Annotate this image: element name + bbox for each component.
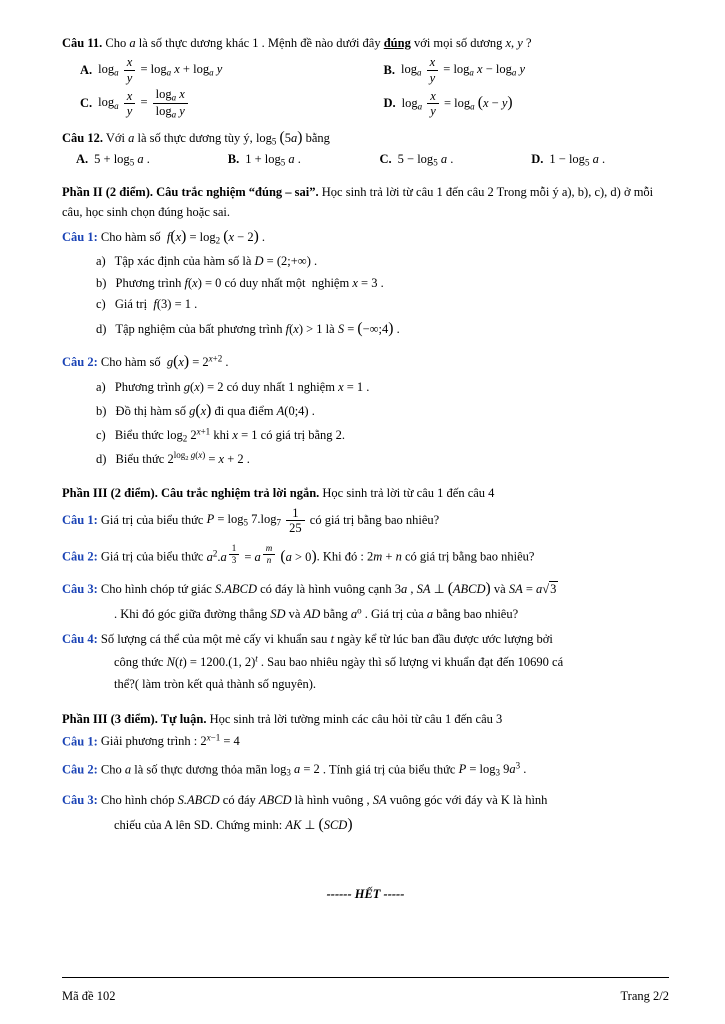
part2-cau2-item-c	[96, 426, 669, 447]
option-B-formula: $\log_a$ $\frac{x}{y}$ = $\log_a x - \log_a y$	[400, 55, 526, 85]
part2-cau1-function: $f(x) = \log_2 (x - 2)$ .	[166, 227, 266, 246]
part3-cau2	[62, 543, 669, 569]
option-C[interactable]	[62, 87, 366, 120]
part-2-heading	[62, 182, 669, 222]
part2-cau1-item-c	[96, 295, 669, 314]
part3-cau3-text-3: ,	[407, 582, 417, 597]
part3b-cau1-label: Câu 1:	[62, 734, 98, 749]
item-label: b)	[96, 404, 107, 419]
part2-cau2-stem	[62, 350, 669, 374]
part3b-cau3	[62, 791, 669, 810]
part3-cau2-expression-2: 2m + n	[367, 549, 402, 564]
option-B[interactable]	[214, 152, 366, 168]
part3b-cau2-var-a: a	[124, 762, 132, 777]
item-text: Biểu thức $2^{log_2 g(x)} = x + 2$ .	[115, 450, 250, 466]
item-text: Tập xác định của hàm số là D = (2;+∞) .	[114, 253, 318, 268]
item-label: a)	[96, 379, 106, 394]
part3-cau3-expr-3: SA = a√3	[508, 582, 557, 597]
item-text: Giá trị f(3) = 1 .	[114, 297, 198, 312]
item-label: b)	[96, 275, 107, 290]
part3-cau3-solid: S.ABCD	[214, 582, 257, 597]
part3b-cau2-text-1: Cho	[100, 762, 125, 777]
part3b-cau3-text-4: vuông góc với đáy và K là hình	[386, 792, 548, 807]
item-text: Biểu thức $\log_2 2^{x+1}$ khi x = 1 có giá trị bằng 2.	[114, 426, 346, 444]
part3b-cau3-expr-1: S.ABCD	[177, 792, 220, 807]
part3b-cau3-line2	[62, 813, 669, 837]
part3b-cau2-expr-2: $P = \log_3 9a^3$ .	[458, 760, 527, 778]
part-3b-heading-bold: Phần III (3 điểm). Tự luận.	[62, 711, 207, 726]
option-C-label: C.	[379, 152, 392, 167]
part3-cau4-line2-text: công thức N(t) = 1200.(1, 2)$^t$ . Sau bao nhiêu ngày thì số lượng vi khuẩn đạt đến 10690 cá	[114, 653, 564, 669]
part2-cau2-item-b	[96, 399, 669, 422]
option-A-formula: $\log_a$ $\frac{x}{y}$ = $\log_a x + \log_a y$	[98, 55, 223, 85]
option-D[interactable]	[517, 152, 669, 168]
part3b-cau2-label: Câu 2:	[62, 762, 98, 777]
part3b-cau3-text-2: có đáy	[219, 792, 259, 807]
part3-cau3-label: Câu 3:	[62, 582, 98, 597]
part3b-cau2-text-3: . Tính giá trị của biểu thức	[319, 762, 459, 777]
end-marker-text: ------ HẾT -----	[326, 887, 405, 902]
question-11-text-4: ?	[522, 36, 532, 50]
question-12-options-row	[62, 152, 669, 168]
item-text: Đồ thị hàm số g(x) đi qua điểm A(0;4) .	[115, 402, 315, 420]
part-3-heading-bold: Phần III (2 điểm). Câu trắc nghiệm trả lời ngắn.	[62, 485, 320, 500]
part3-cau3-line2	[62, 604, 669, 624]
end-marker	[62, 885, 669, 904]
part-3-heading-rest: Học sinh trả lời từ câu 1 đến câu 4	[319, 485, 495, 500]
part3-cau4-line2	[62, 653, 669, 673]
part3-cau4	[62, 630, 669, 649]
item-text: Phương trình g(x) = 2 có duy nhất 1 nghiệm x = 1 .	[114, 379, 370, 394]
part3-cau3-expr-1: 3a	[394, 582, 408, 597]
part3-cau1-text-2: có giá trị bằng bao nhiêu?	[306, 512, 440, 527]
part3-cau1-text-1: Giá trị của biểu thức	[100, 512, 207, 527]
item-label: c)	[96, 297, 106, 312]
part-3b-heading	[62, 709, 669, 729]
part3-cau3-text-1: Cho hình chóp tứ giác	[100, 582, 215, 597]
part3-cau3-text-4: và	[490, 582, 509, 597]
part2-cau2-item-a	[96, 378, 669, 397]
part3b-cau3-label: Câu 3:	[62, 792, 98, 807]
part3b-cau3-expr-3: SA	[372, 792, 387, 807]
part2-cau1-text: Cho hàm số	[100, 229, 161, 244]
question-12-var-a: a	[128, 130, 135, 145]
question-11-var-x: x	[505, 36, 512, 50]
option-C[interactable]	[366, 152, 518, 168]
part2-cau2-function: $g(x) = 2^{x+2}$ .	[166, 353, 229, 371]
part3b-cau1	[62, 732, 669, 752]
question-12-stem	[62, 126, 669, 150]
part2-cau1-label: Câu 1:	[62, 229, 98, 244]
part3-cau2-text-1: Giá trị của biểu thức	[100, 549, 207, 564]
question-11-label: Câu 11.	[62, 36, 103, 50]
part2-cau1-stem	[62, 225, 669, 249]
part3b-cau2	[62, 760, 669, 781]
part2-cau1-item-b	[96, 274, 669, 293]
option-B-formula: $1 + \log_5 a$ .	[245, 152, 301, 168]
part2-cau2-label: Câu 2:	[62, 355, 98, 370]
part3-cau3	[62, 577, 669, 601]
part3-cau3-text-2: có đáy là hình vuông cạnh	[256, 582, 395, 597]
item-label: c)	[96, 428, 106, 443]
question-12-expression: $\log_5 (5a)$	[255, 128, 303, 147]
item-label: a)	[96, 253, 106, 268]
option-A-label: A.	[80, 62, 93, 77]
question-11-var-a: a	[129, 36, 136, 50]
part3b-cau3-line2-text: chiếu của A lên SD. Chứng minh:	[114, 817, 286, 832]
question-11-options-row-1	[62, 55, 669, 85]
part-2-heading-rest: Học sinh trả lời từ câu 1 đến câu 2 Trong mỗi ý a), b), c), d) ở mỗi câu, học sinh chọn đúng hoặc sai.	[62, 184, 654, 219]
question-11-var-y: y	[517, 36, 523, 50]
part3-cau4-text: Số lượng cá thể của một mẻ cấy vi khuẩn sau t ngày kể từ lúc ban đầu được ước lượng bởi	[100, 632, 553, 647]
part3-cau1-label: Câu 1:	[62, 512, 98, 527]
option-C-label: C.	[80, 95, 93, 110]
part2-cau2-text: Cho hàm số	[100, 355, 161, 370]
part3b-cau2-expr-1: $\log_3 a = 2$	[270, 762, 320, 778]
item-text: Phương trình f(x) = 0 có duy nhất một nghiệm x = 3 .	[115, 275, 384, 290]
option-A[interactable]	[62, 152, 214, 168]
part3-cau3-line2-text: . Khi đó góc giữa đường thẳng SD và AD bằng $a^o$ . Giá trị của a bằng bao nhiêu?	[114, 605, 519, 621]
option-C-formula: $\log_a$ $\frac{x}{y}$ = $\frac{\log_a x}{\log_a y}$	[98, 87, 190, 120]
part3b-cau2-text-2: là số thực dương thỏa mãn	[131, 762, 271, 777]
option-D[interactable]	[366, 87, 670, 120]
part3b-cau3-text-1: Cho hình chóp	[100, 792, 178, 807]
option-D-label: D.	[383, 95, 396, 110]
option-D-formula: $\log_a$ $\frac{x}{y}$ = $\log_a (x - y)$	[401, 88, 513, 118]
part-2-heading-bold: Phần II (2 điểm). Câu trắc nghiệm “đúng – sai”.	[62, 184, 319, 199]
part3-cau2-text-2: . Khi đó :	[316, 549, 367, 564]
part3-cau2-expression: $a^2.a$ $^{\frac{1}{3}}$ = a $^{\frac{m}{n}}$ (a > 0)	[206, 543, 317, 565]
option-D-formula: $1 - \log_5 a$ .	[549, 152, 606, 168]
option-B[interactable]	[366, 55, 670, 85]
part3-cau4-line3	[62, 675, 669, 694]
page-footer	[62, 989, 669, 1004]
item-text: Tập nghiệm của bất phương trình f(x) > 1 là S = (−∞;4) .	[115, 320, 400, 338]
part3b-cau1-text: Giải phương trình : $2^{x-1} = 4$	[100, 732, 240, 749]
question-11-stem	[62, 34, 669, 53]
question-12-text-2: là số thực dương tùy ý,	[134, 130, 256, 145]
question-12-text-3: bằng	[302, 130, 330, 145]
part3-cau1-expression: $P = \log_5 7.\log_7$ $\frac{1}{25}$	[207, 512, 307, 526]
question-11-keyword: đúng	[383, 36, 411, 50]
question-11-options-row-2	[62, 87, 669, 120]
part3-cau4-line3-text: thể?( làm tròn kết quả thành số nguyên).	[114, 677, 317, 692]
option-A[interactable]	[62, 55, 366, 85]
part3b-cau3-text-3: là hình vuông ,	[291, 792, 373, 807]
part3-cau3-expr-2: SA ⊥ (ABCD)	[416, 580, 491, 598]
part2-cau1-item-a	[96, 252, 669, 271]
option-B-label: B.	[383, 62, 395, 77]
question-11-text-3: với mọi số dương	[410, 36, 506, 50]
item-label: d)	[96, 322, 107, 337]
part3-cau2-label: Câu 2:	[62, 549, 98, 564]
question-11-text-1: Cho	[105, 36, 130, 50]
option-A-label: A.	[76, 152, 89, 167]
part3-cau4-label: Câu 4:	[62, 632, 98, 647]
part2-cau2-item-d	[96, 449, 669, 468]
part3-cau1	[62, 506, 669, 536]
part2-cau1-item-d	[96, 317, 669, 340]
page-number: Trang 2/2	[620, 989, 669, 1003]
part-3-heading	[62, 483, 669, 503]
question-11-comma: ,	[511, 36, 518, 50]
item-label: d)	[96, 451, 107, 466]
question-12-label: Câu 12.	[62, 130, 103, 145]
part3b-cau3-line2-expr: AK ⊥ (SCD)	[285, 815, 353, 833]
footer-divider	[62, 977, 669, 978]
part-3b-heading-rest: Học sinh trả lời tường minh các câu hỏi từ câu 1 đến câu 3	[206, 711, 503, 726]
option-D-label: D.	[531, 152, 544, 167]
option-B-label: B.	[227, 152, 240, 167]
option-A-formula: $5 + \log_5 a$ .	[94, 152, 150, 168]
part3-cau2-text-3: có giá trị bằng bao nhiêu?	[401, 549, 535, 564]
exam-code: Mã đề 102	[62, 989, 116, 1003]
question-11-text-2: là số thực dương khác 1 . Mệnh đề nào dưới đây	[135, 36, 384, 50]
question-12-text-1: Với	[105, 130, 129, 145]
part3b-cau3-expr-2: ABCD	[258, 792, 292, 807]
option-C-formula: $5 - \log_5 a$ .	[397, 152, 454, 168]
